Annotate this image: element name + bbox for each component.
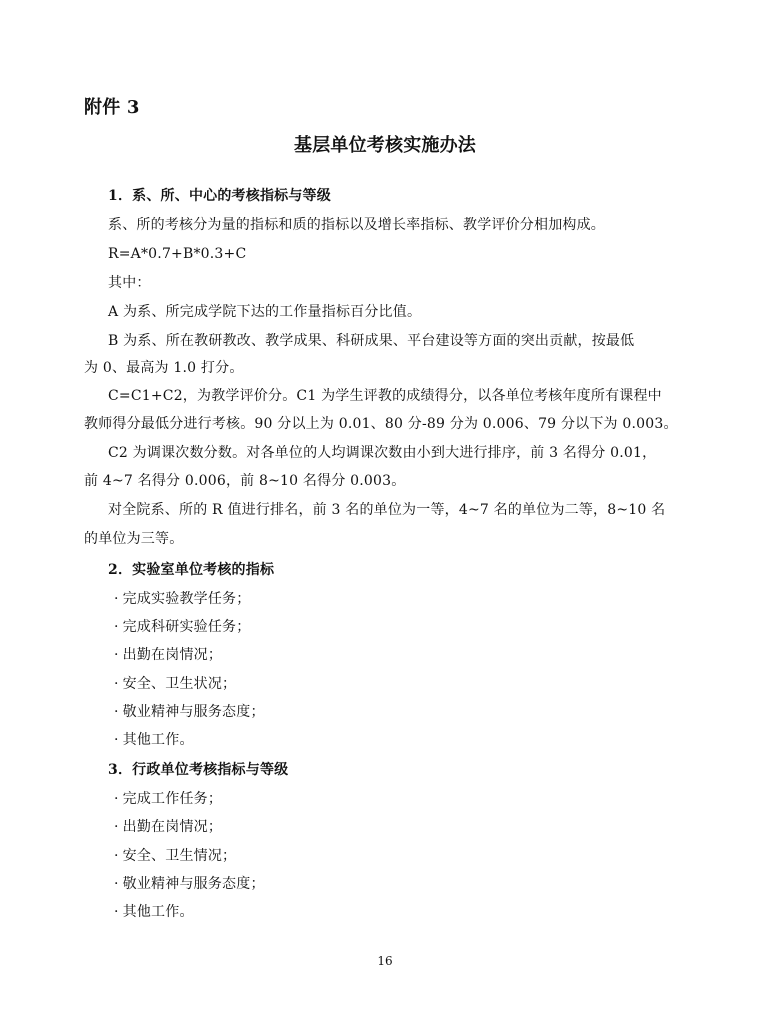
c2-definition-line-1: C2 为调课次数分数。对各单位的人均调课次数由小到大进行排序，前 3 名得分 0.01， xyxy=(108,445,657,461)
list-item xyxy=(114,789,222,809)
c2-definition-line-2: 前 4~7 名得分 0.006，前 8~10 名得分 0.003。 xyxy=(84,473,406,489)
bullet-icon: · xyxy=(114,732,119,748)
section-1-heading: 1．系、所、中心的考核指标与等级 xyxy=(108,188,331,204)
ranking-line-1: 对全院系、所的 R 值进行排名，前 3 名的单位为一等，4~7 名的单位为二等，8~10 名 xyxy=(108,502,666,518)
list-item-text: 安全、卫生状况； xyxy=(122,676,237,692)
formula: R=A*0.7+B*0.3+C xyxy=(108,246,247,262)
list-item xyxy=(114,902,194,922)
bullet-icon: · xyxy=(114,591,119,607)
b-definition-line-1: B 为系、所在教研教改、教学成果、科研成果、平台建设等方面的突出贡献，按最低 xyxy=(108,333,635,349)
ranking-line-2: 的单位为三等。 xyxy=(84,531,184,547)
list-item xyxy=(114,674,236,694)
list-item-text: 其他工作。 xyxy=(122,904,194,920)
where-label: 其中： xyxy=(108,275,151,291)
attachment-label: 附件 3 xyxy=(84,97,140,118)
list-item xyxy=(114,730,194,750)
list-item xyxy=(114,617,250,637)
list-item-text: 出勤在岗情况； xyxy=(122,819,223,835)
list-item xyxy=(114,846,236,866)
list-item-text: 完成科研实验任务； xyxy=(122,619,251,635)
bullet-icon: · xyxy=(114,848,119,864)
section-3-heading: 3．行政单位考核指标与等级 xyxy=(108,762,289,778)
list-item-text: 完成工作任务； xyxy=(122,791,223,807)
document-title: 基层单位考核实施办法 xyxy=(294,135,476,156)
bullet-icon: · xyxy=(114,876,119,892)
list-item-text: 敬业精神与服务态度； xyxy=(122,876,265,892)
list-item-text: 出勤在岗情况； xyxy=(122,647,223,663)
list-item xyxy=(114,702,265,722)
section-1-intro: 系、所的考核分为量的指标和质的指标以及增长率指标、教学评价分相加构成。 xyxy=(108,217,605,233)
bullet-icon: · xyxy=(114,619,119,635)
list-item-text: 其他工作。 xyxy=(122,732,194,748)
list-item-text: 安全、卫生情况； xyxy=(122,848,237,864)
list-item xyxy=(114,874,265,894)
list-item xyxy=(114,817,222,837)
bullet-icon: · xyxy=(114,647,119,663)
c-definition-line-1: C=C1+C2，为教学评价分。C1 为学生评教的成绩得分，以各单位考核年度所有课程中 xyxy=(108,388,662,404)
list-item xyxy=(114,645,222,665)
page-number: 16 xyxy=(377,954,393,968)
bullet-icon: · xyxy=(114,676,119,692)
list-item xyxy=(114,589,250,609)
a-definition: A 为系、所完成学院下达的工作量指标百分比值。 xyxy=(108,304,422,320)
list-item-text: 敬业精神与服务态度； xyxy=(122,704,265,720)
section-2-heading: 2．实验室单位考核的指标 xyxy=(108,562,275,578)
bullet-icon: · xyxy=(114,791,119,807)
b-definition-line-2: 为 0、最高为 1.0 打分。 xyxy=(84,360,244,376)
list-item-text: 完成实验教学任务； xyxy=(122,591,251,607)
bullet-icon: · xyxy=(114,904,119,920)
bullet-icon: · xyxy=(114,819,119,835)
bullet-icon: · xyxy=(114,704,119,720)
c-definition-line-2: 教师得分最低分进行考核。90 分以上为 0.01、80 分-89 分为 0.006、79 分以下为 0.003。 xyxy=(84,416,678,432)
